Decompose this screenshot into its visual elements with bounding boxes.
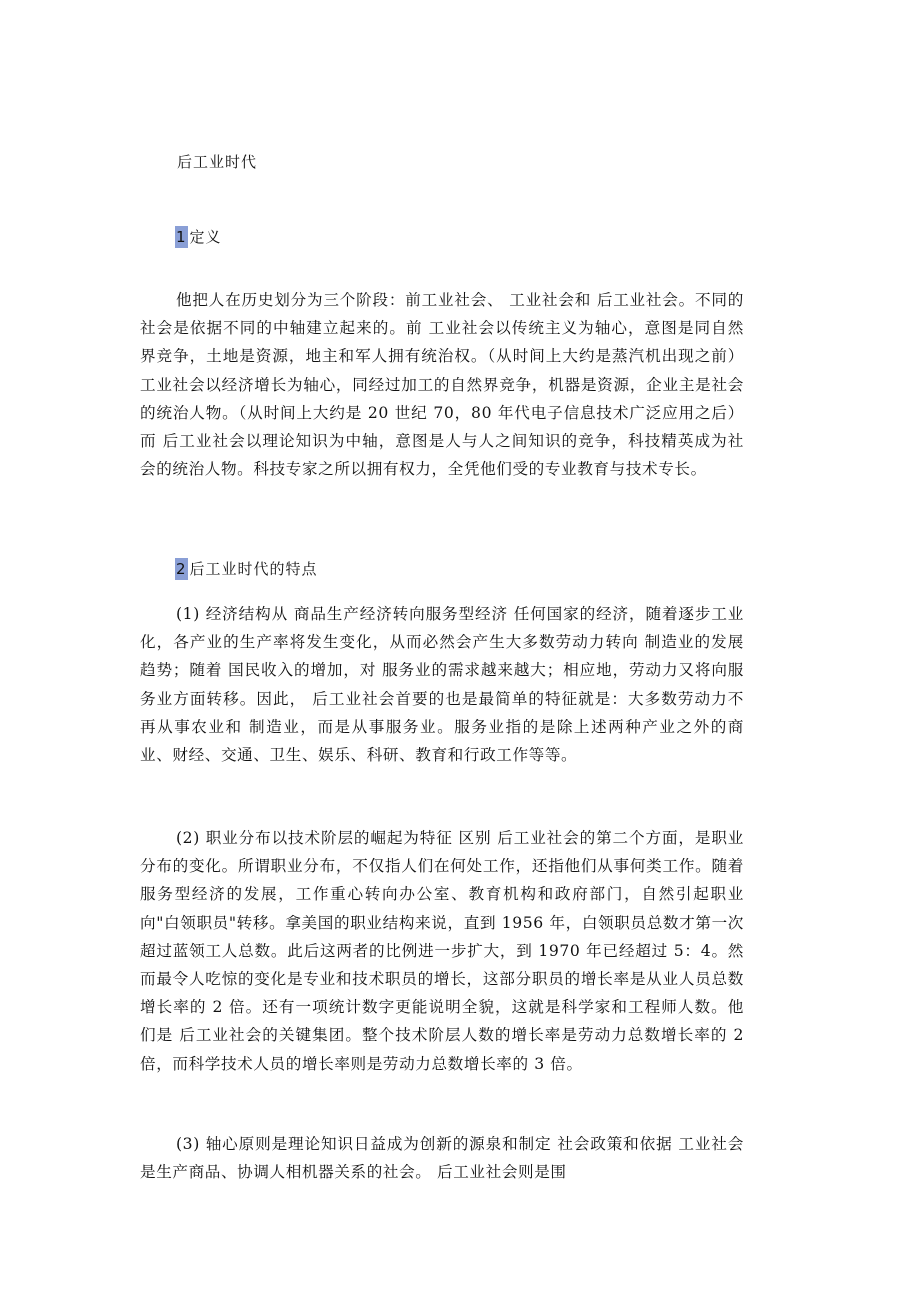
section-heading-text-2: 后工业时代的特点: [189, 560, 318, 578]
section-heading-2: [175, 558, 318, 580]
section-number-2: 2: [176, 560, 187, 578]
section-heading-text-1: 定义: [189, 228, 222, 246]
section-number-1: 1: [176, 228, 187, 246]
section-heading-1: [175, 226, 222, 248]
paragraph-feature-1: (1) 经济结构从 商品生产经济转向服务型经济 任何国家的经济，随着逐步工业化，各产业的生产率将发生变化，从而必然会产生大多数劳动力转向 制造业的发展趋势；随着 国民收入的增加，对 服务业的需求越来越大；相应地，劳动力又将向服务业方面转移。因此， 后工业社会首要的也是最简单的特征就是：大多数劳动力不再从事农业和 制造业，而是从事服务业。服务业指的是除上述两种产业之外的商业、财经、交通、卫生、娱乐、科研、教育和行政工作等等。: [140, 605, 744, 765]
paragraph-feature-2: (2) 职业分布以技术阶层的崛起为特征 区别 后工业社会的第二个方面，是职业分布的变化。所谓职业分布，不仅指人们在何处工作，还指他们从事何类工作。随着服务型经济的发展，工作重心转向办公室、教育机构和政府部门，自然引起职业向"白领职员"转移。拿美国的职业结构来说，直到 1956 年，白领职员总数才第一次超过蓝领工人总数。此后这两者的比例进一步扩大，到 1970 年已经超过 5：4。然而最令人吃惊的变化是专业和技术职员的增长，这部分职员的增长率是从业人员总数增长率的 2 倍。还有一项统计数字更能说明全貌，这就是科学家和工程师人数。他们是 后工业社会的关键集团。整个技术阶层人数的增长率是劳动力总数增长率的 2 倍，而科学技术人员的增长率则是劳动力总数增长率的 3 倍。: [140, 829, 744, 1073]
document-title: 后工业时代: [177, 153, 258, 171]
paragraph-feature-3: (3) 轴心原则是理论知识日益成为创新的源泉和制定 社会政策和依据 工业社会是生产商品、协调人相机器关系的社会。 后工业社会则是围: [140, 1135, 744, 1182]
paragraph-definition: 他把人在历史划分为三个阶段：前工业社会、 工业社会和 后工业社会。不同的社会是依据不同的中轴建立起来的。前 工业社会以传统主义为轴心，意图是同自然界竞争，土地是资源，地主和军人拥有统治权。（从时间上大约是蒸汽机出现之前） 工业社会以经济增长为轴心，同经过加工的自然界竞争，机器是资源，企业主是社会的统治人物。（从时间上大约是 20 世纪 70，80 年代电子信息技术广泛应用之后）而 后工业社会以理论知识为中轴，意图是人与人之间知识的竞争，科技精英成为社会的统治人物。科技专家之所以拥有权力，全凭他们受的专业教育与技术专长。: [140, 291, 744, 479]
